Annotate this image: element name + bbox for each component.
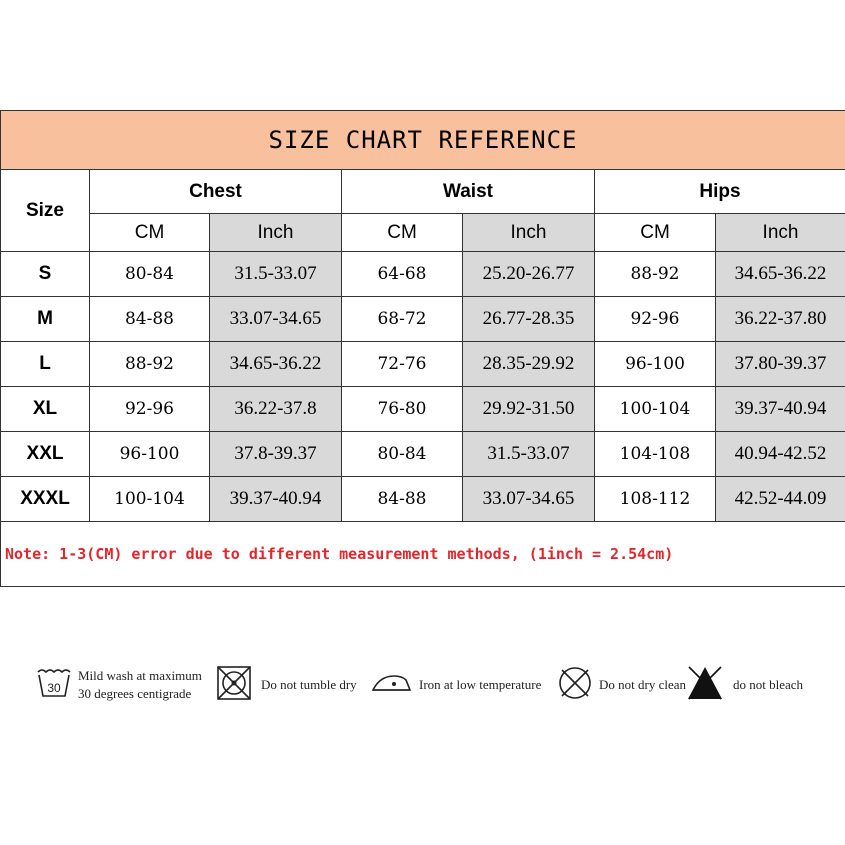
- chest-inch-cell: 34.65-36.22: [210, 342, 342, 387]
- wash-tub-icon: [36, 666, 72, 705]
- hips-cm-header: CM: [595, 214, 716, 252]
- care-instructions: [0, 655, 845, 715]
- hips-cm-cell: 88-92: [595, 252, 716, 297]
- hips-inch-cell: 34.65-36.22: [716, 252, 845, 297]
- bleach-text: do not bleach: [733, 677, 804, 692]
- chest-cm-cell: 100-104: [90, 477, 210, 522]
- size-cell: L: [1, 342, 90, 387]
- chest-inch-cell: 37.8-39.37: [210, 432, 342, 477]
- care-iron: [370, 655, 541, 715]
- hips-header: Hips: [595, 170, 845, 214]
- size-header: Size: [1, 170, 90, 252]
- hips-inch-cell: 42.52-44.09: [716, 477, 845, 522]
- iron-text: Iron at low temperature: [419, 677, 542, 692]
- care-tumble: [216, 655, 357, 715]
- waist-header: Waist: [342, 170, 595, 214]
- waist-inch-header: Inch: [463, 214, 595, 252]
- chart-title: SIZE CHART REFERENCE: [1, 111, 845, 170]
- iron-low-icon: [370, 670, 412, 701]
- hips-cm-cell: 100-104: [595, 387, 716, 432]
- size-chart-table: [0, 110, 845, 587]
- size-cell: XXXL: [1, 477, 90, 522]
- chest-cm-header: CM: [90, 214, 210, 252]
- waist-inch-cell: 25.20-26.77: [463, 252, 595, 297]
- hips-inch-cell: 40.94-42.52: [716, 432, 845, 477]
- waist-cm-cell: 84-88: [342, 477, 463, 522]
- chest-header: Chest: [90, 170, 342, 214]
- waist-cm-cell: 72-76: [342, 342, 463, 387]
- waist-inch-cell: 31.5-33.07: [463, 432, 595, 477]
- hips-cm-cell: 104-108: [595, 432, 716, 477]
- table-row: [1, 387, 845, 432]
- chest-cm-cell: 84-88: [90, 297, 210, 342]
- waist-inch-cell: 33.07-34.65: [463, 477, 595, 522]
- care-dryclean: [557, 655, 686, 715]
- waist-cm-cell: 64-68: [342, 252, 463, 297]
- chest-inch-cell: 31.5-33.07: [210, 252, 342, 297]
- chest-cm-cell: 92-96: [90, 387, 210, 432]
- table-row: [1, 342, 845, 387]
- hips-cm-cell: 92-96: [595, 297, 716, 342]
- waist-cm-header: CM: [342, 214, 463, 252]
- chest-inch-cell: 36.22-37.8: [210, 387, 342, 432]
- hips-inch-cell: 36.22-37.80: [716, 297, 845, 342]
- no-tumble-dry-icon: [216, 665, 252, 706]
- chest-inch-header: Inch: [210, 214, 342, 252]
- waist-cm-cell: 76-80: [342, 387, 463, 432]
- no-dry-clean-icon: [557, 665, 593, 706]
- waist-inch-cell: 28.35-29.92: [463, 342, 595, 387]
- table-row: [1, 252, 845, 297]
- size-cell: XXL: [1, 432, 90, 477]
- hips-inch-cell: 39.37-40.94: [716, 387, 845, 432]
- table-row: [1, 477, 845, 522]
- measurement-note: Note: 1-3(CM) error due to different measurement methods, (1inch = 2.54cm): [1, 522, 845, 587]
- hips-cm-cell: 108-112: [595, 477, 716, 522]
- waist-inch-cell: 26.77-28.35: [463, 297, 595, 342]
- hips-inch-header: Inch: [716, 214, 845, 252]
- size-cell: S: [1, 252, 90, 297]
- tumble-text: Do not tumble dry: [261, 677, 357, 692]
- no-bleach-icon: [686, 664, 724, 707]
- chest-cm-cell: 96-100: [90, 432, 210, 477]
- hips-cm-cell: 96-100: [595, 342, 716, 387]
- wash-text-line1: Mild wash at maximum: [78, 668, 202, 683]
- care-wash: [36, 655, 202, 715]
- waist-cm-cell: 80-84: [342, 432, 463, 477]
- chest-inch-cell: 33.07-34.65: [210, 297, 342, 342]
- hips-inch-cell: 37.80-39.37: [716, 342, 845, 387]
- care-bleach: [686, 655, 803, 715]
- chest-inch-cell: 39.37-40.94: [210, 477, 342, 522]
- wash-temp-label: 30: [47, 680, 61, 695]
- size-cell: XL: [1, 387, 90, 432]
- waist-inch-cell: 29.92-31.50: [463, 387, 595, 432]
- wash-text-line2: 30 degrees centigrade: [78, 686, 192, 701]
- size-cell: M: [1, 297, 90, 342]
- chest-cm-cell: 80-84: [90, 252, 210, 297]
- chest-cm-cell: 88-92: [90, 342, 210, 387]
- table-row: [1, 432, 845, 477]
- dryclean-text: Do not dry clean: [599, 677, 687, 692]
- table-row: [1, 297, 845, 342]
- waist-cm-cell: 68-72: [342, 297, 463, 342]
